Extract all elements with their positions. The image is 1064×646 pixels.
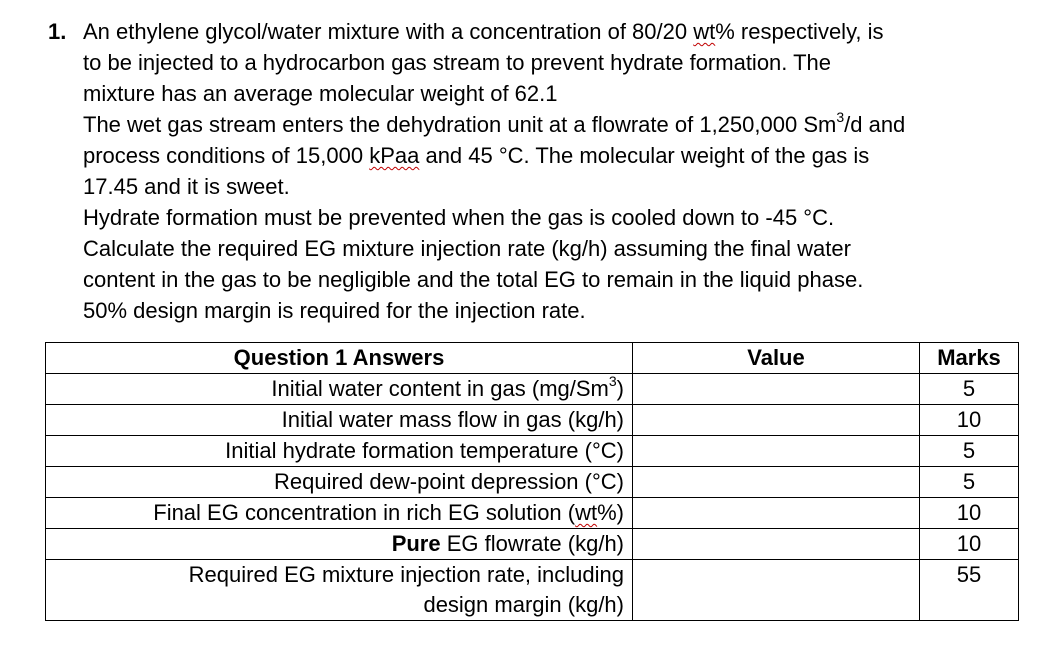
intro-line-3: mixture has an average molecular weight of 62.1 (83, 81, 558, 106)
marks-cell: 10 (920, 405, 1019, 436)
conditions-line-2-end: and 45 °C. The molecular weight of the gas is (419, 143, 870, 168)
spellcheck-word-kpaa: kPaa (369, 143, 420, 168)
value-cell[interactable] (633, 467, 920, 498)
task-line-3: content in the gas to be negligible and the total EG to remain in the liquid phase. (83, 267, 864, 292)
conditions-line-1-text: The wet gas stream enters the dehydration unit at a flowrate of 1,250,000 Sm (83, 112, 837, 137)
intro-line-1-text-b: % respectively, is (715, 19, 884, 44)
intro-line-1 (83, 16, 884, 47)
conditions-line-2-text: process conditions of 15,000 (83, 143, 370, 168)
row-label: Initial water mass flow in gas (kg/h) (46, 405, 633, 436)
row-label-text: Initial water content in gas (mg/Sm (271, 376, 609, 401)
marks-cell: 5 (920, 467, 1019, 498)
superscript-3: 3 (608, 372, 617, 389)
spellcheck-word-wt: wt (693, 19, 716, 44)
row-label (46, 560, 633, 621)
value-cell[interactable] (633, 374, 920, 405)
row-label: Initial hydrate formation temperature (°C) (46, 436, 633, 467)
conditions-line-1 (83, 109, 905, 140)
superscript-3: 3 (836, 108, 845, 125)
row-label-text: Final EG concentration in rich EG solution ( (153, 500, 576, 525)
table-header-row (46, 343, 1019, 374)
marks-cell: 55 (920, 560, 1019, 621)
table-row (46, 560, 1019, 621)
row-label (46, 529, 633, 560)
task-line-2: Calculate the required EG mixture injection rate (kg/h) assuming the final water (83, 236, 851, 261)
value-cell[interactable] (633, 405, 920, 436)
row-label (46, 498, 633, 529)
table-row (46, 498, 1019, 529)
row-label-text: EG flowrate (kg/h) (440, 531, 624, 556)
row-label-line-2: design margin (kg/h) (423, 592, 624, 617)
table-row (46, 374, 1019, 405)
table-row (46, 529, 1019, 560)
conditions-line-1-end: /d and (844, 112, 906, 137)
value-cell[interactable] (633, 436, 920, 467)
row-label (46, 374, 633, 405)
value-cell[interactable] (633, 560, 920, 621)
row-label-end: ) (616, 376, 624, 401)
intro-line-1-text-a: An ethylene glycol/water mixture with a concentration of 80/20 (83, 19, 694, 44)
question-number: 1. (48, 19, 67, 44)
question-paragraph-intro (83, 16, 884, 109)
header-question: Question 1 Answers (46, 343, 633, 374)
table-row (46, 405, 1019, 436)
conditions-line-3: 17.45 and it is sweet. (83, 174, 290, 199)
value-cell[interactable] (633, 529, 920, 560)
row-label-end: %) (597, 500, 624, 525)
table-row (46, 467, 1019, 498)
intro-line-2: to be injected to a hydrocarbon gas stream to prevent hydrate formation. The (83, 50, 832, 75)
task-line-4: 50% design margin is required for the injection rate. (83, 298, 586, 323)
marks-cell: 5 (920, 436, 1019, 467)
marks-cell: 5 (920, 374, 1019, 405)
marks-cell: 10 (920, 498, 1019, 529)
header-marks: Marks (920, 343, 1019, 374)
value-cell[interactable] (633, 498, 920, 529)
conditions-line-2 (83, 140, 905, 171)
row-label: Required dew-point depression (°C) (46, 467, 633, 498)
task-line-1: Hydrate formation must be prevented when the gas is cooled down to -45 °C. (83, 205, 835, 230)
spellcheck-word-wt: wt (575, 500, 598, 525)
bold-word-pure: Pure (391, 531, 441, 556)
answers-table (45, 342, 1019, 621)
row-label-line-1: Required EG mixture injection rate, including (188, 562, 624, 587)
question-paragraph-conditions (83, 109, 905, 202)
header-value: Value (633, 343, 920, 374)
marks-cell: 10 (920, 529, 1019, 560)
table-row (46, 436, 1019, 467)
question-paragraph-task (83, 202, 863, 326)
